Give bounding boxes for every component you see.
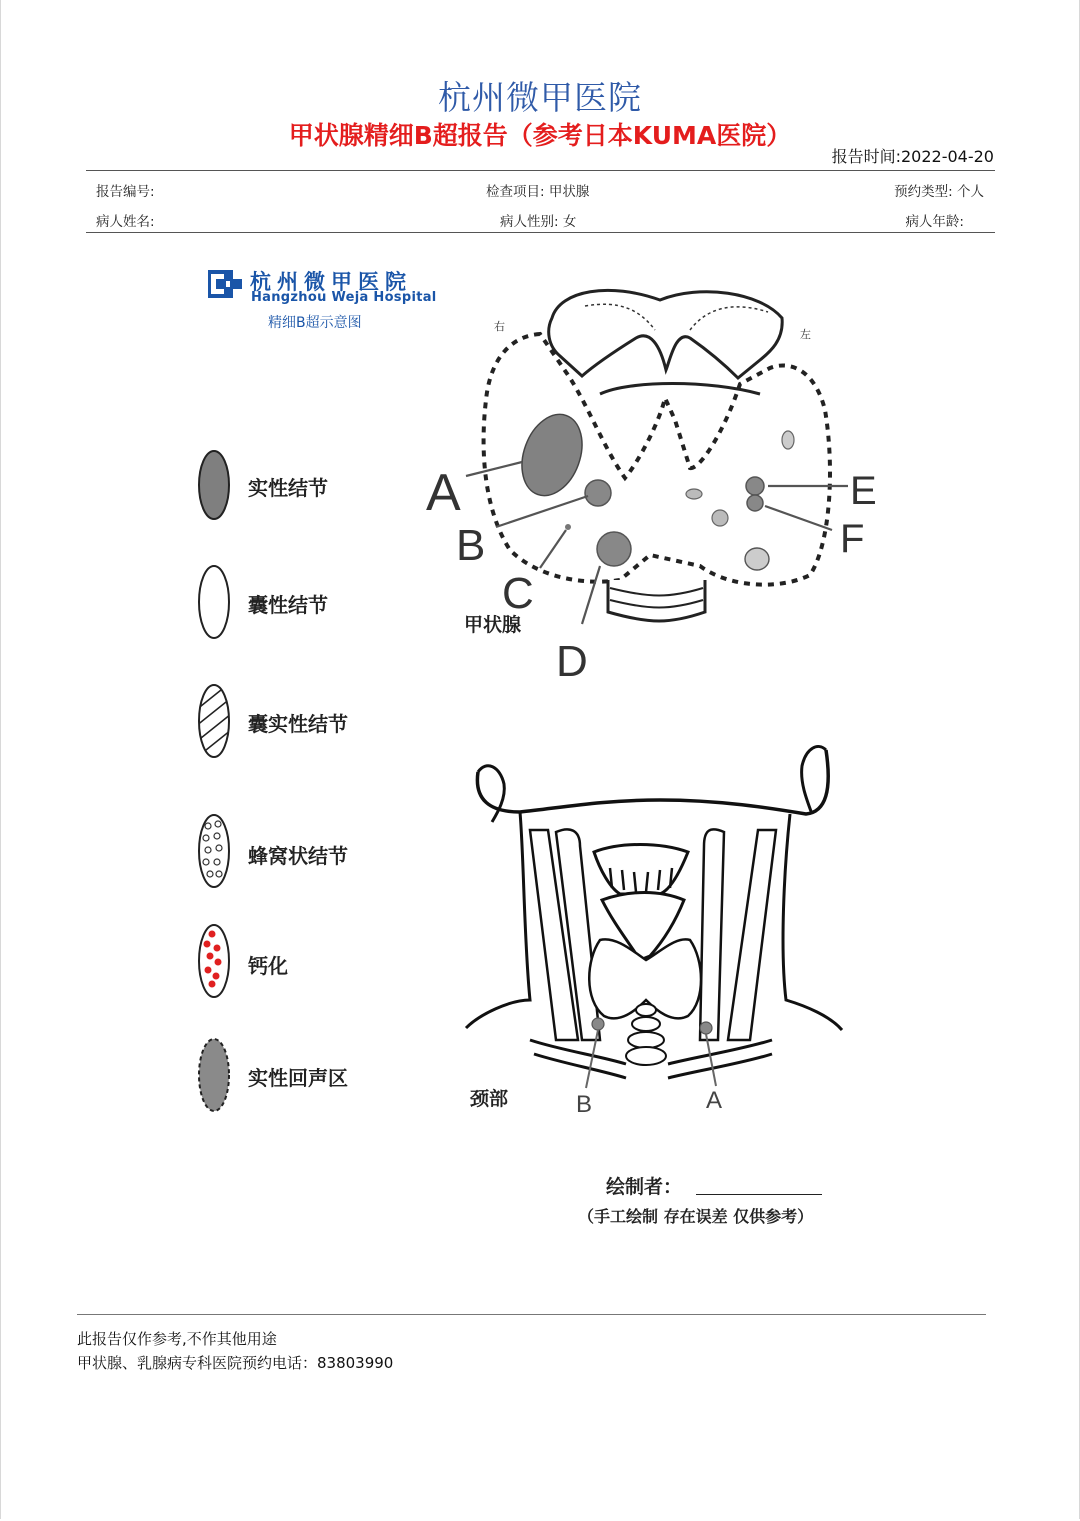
patient-name-label: 病人姓名:	[96, 214, 155, 230]
mixed-nodule-icon	[196, 682, 236, 762]
drawer-signature-line	[696, 1194, 822, 1195]
appointment-type: 预约类型: 个人	[894, 184, 984, 200]
legend-label: 实性回声区	[248, 1066, 348, 1090]
hospital-logo-icon	[208, 270, 242, 298]
hospital-title: 杭州微甲医院	[438, 78, 642, 117]
legend-label: 钙化	[248, 954, 288, 978]
logo-en-text: Hangzhou Weja Hospital	[251, 290, 437, 305]
thyroid-caption: 甲状腺	[464, 614, 522, 636]
patient-sex: 病人性别: 女	[500, 214, 577, 230]
footer-disclaimer: 此报告仅作参考,不作其他用途	[77, 1330, 277, 1348]
hospital-logo	[208, 266, 448, 336]
legend-solid-echo-area	[196, 1036, 416, 1116]
legend-label: 蜂窝状结节	[248, 844, 348, 868]
marker-d: D	[556, 637, 588, 686]
neck-marker-b: B	[576, 1091, 593, 1118]
marker-b: B	[456, 521, 486, 570]
marker-e: E	[850, 469, 877, 513]
header-divider-bottom	[86, 232, 995, 233]
marker-c: C	[502, 569, 534, 618]
legend-calcification	[196, 922, 416, 1002]
solid-nodule-icon	[196, 448, 236, 524]
legend-solid-nodule	[196, 448, 416, 528]
legend-cystic-nodule	[196, 563, 416, 643]
neck-caption: 颈部	[470, 1088, 509, 1110]
legend-honeycomb-nodule	[196, 812, 416, 892]
legend-label: 实性结节	[248, 476, 328, 500]
logo-cn-text: 杭州微甲医院	[250, 270, 412, 294]
exam-item: 检查项目: 甲状腺	[486, 184, 590, 200]
report-no-label: 报告编号:	[96, 184, 155, 200]
report-time: 报告时间:2022-04-20	[831, 147, 994, 166]
footer-phone: 甲状腺、乳腺病专科医院预约电话：83803990	[77, 1354, 394, 1372]
marker-f: F	[840, 517, 865, 561]
side-left-label: 左	[800, 328, 811, 341]
drawer-note: （手工绘制 存在误差 仅供参考）	[578, 1207, 814, 1226]
cystic-nodule-icon	[196, 563, 236, 643]
marker-a: A	[426, 464, 461, 522]
patient-age-label: 病人年龄:	[905, 214, 964, 230]
side-right-label: 右	[494, 320, 505, 333]
report-title: 甲状腺精细B超报告（参考日本KUMA医院）	[288, 121, 792, 150]
footer-divider	[77, 1314, 986, 1315]
honeycomb-nodule-icon	[196, 812, 236, 892]
drawer-label: 绘制者：	[606, 1176, 683, 1198]
logo-subtitle: 精细B超示意图	[268, 315, 362, 331]
legend-label: 囊性结节	[248, 593, 328, 617]
neck-marker-a: A	[706, 1087, 723, 1114]
header-divider-top	[86, 170, 995, 171]
legend-mixed-nodule	[196, 682, 416, 762]
calcification-icon	[196, 922, 236, 1002]
legend-label: 囊实性结节	[248, 712, 348, 736]
solid-echo-area-icon	[196, 1036, 236, 1116]
